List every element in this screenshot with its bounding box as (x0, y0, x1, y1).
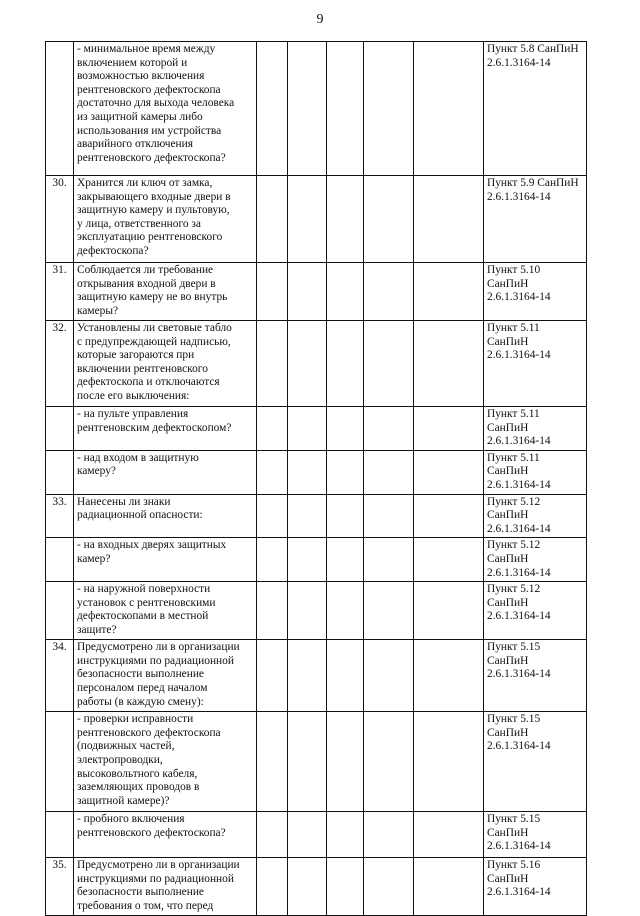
answer-cell[interactable] (257, 812, 288, 858)
item-number (46, 450, 74, 494)
answer-cell[interactable] (257, 263, 288, 321)
question-text: Предусмотрено ли в организации инструкциями по радиационной безопасности выполнение требования о том, что перед (74, 858, 257, 916)
requirement-reference: Пункт 5.15 СанПиН 2.6.1.3164-14 (484, 712, 587, 812)
answer-cell[interactable] (257, 176, 288, 263)
question-text: Предусмотрено ли в организации инструкциями по радиационной безопасности выполнение персоналом перед началом работы (в каждую смену): (74, 640, 257, 712)
answer-cell[interactable] (414, 494, 484, 538)
page-number: 9 (316, 12, 324, 27)
answer-cell[interactable] (414, 858, 484, 916)
answer-cell[interactable] (364, 321, 414, 407)
answer-cell[interactable] (257, 582, 288, 640)
answer-cell[interactable] (327, 812, 364, 858)
requirement-reference: Пункт 5.11 СанПиН 2.6.1.3164-14 (484, 450, 587, 494)
answer-cell[interactable] (327, 640, 364, 712)
answer-cell[interactable] (364, 176, 414, 263)
answer-cell[interactable] (257, 858, 288, 916)
table-row (46, 494, 587, 538)
answer-cell[interactable] (414, 538, 484, 582)
answer-cell[interactable] (257, 42, 288, 176)
table-row (46, 450, 587, 494)
answer-cell[interactable] (327, 176, 364, 263)
answer-cell[interactable] (327, 407, 364, 451)
answer-cell[interactable] (414, 176, 484, 263)
answer-cell[interactable] (257, 712, 288, 812)
answer-cell[interactable] (257, 538, 288, 582)
answer-cell[interactable] (327, 42, 364, 176)
question-text: - над входом в защитную камеру? (74, 450, 257, 494)
answer-cell[interactable] (414, 640, 484, 712)
question-text: - пробного включения рентгеновского дефектоскопа? (74, 812, 257, 858)
answer-cell[interactable] (288, 407, 327, 451)
answer-cell[interactable] (414, 812, 484, 858)
answer-cell[interactable] (364, 42, 414, 176)
requirement-reference: Пункт 5.8 СанПиН 2.6.1.3164-14 (484, 42, 587, 176)
answer-cell[interactable] (364, 407, 414, 451)
answer-cell[interactable] (288, 263, 327, 321)
answer-cell[interactable] (414, 321, 484, 407)
table-row (46, 712, 587, 812)
table-row (46, 858, 587, 916)
answer-cell[interactable] (327, 494, 364, 538)
answer-cell[interactable] (364, 712, 414, 812)
table-row (46, 538, 587, 582)
answer-cell[interactable] (288, 538, 327, 582)
answer-cell[interactable] (288, 812, 327, 858)
item-number (46, 712, 74, 812)
question-text: Соблюдается ли требование открывания входной двери в защитную камеру не во внутрь камеры? (74, 263, 257, 321)
answer-cell[interactable] (288, 450, 327, 494)
answer-cell[interactable] (288, 494, 327, 538)
table-row (46, 640, 587, 712)
requirement-reference: Пункт 5.11 СанПиН 2.6.1.3164-14 (484, 407, 587, 451)
answer-cell[interactable] (257, 407, 288, 451)
answer-cell[interactable] (327, 321, 364, 407)
answer-cell[interactable] (327, 450, 364, 494)
table-row (46, 176, 587, 263)
answer-cell[interactable] (257, 640, 288, 712)
answer-cell[interactable] (364, 582, 414, 640)
table-row (46, 582, 587, 640)
item-number (46, 812, 74, 858)
question-text: - на наружной поверхности установок с рентгеновскими дефектоскопами в местной защите? (74, 582, 257, 640)
checklist-table (45, 41, 587, 916)
answer-cell[interactable] (327, 263, 364, 321)
table-row (46, 263, 587, 321)
item-number (46, 42, 74, 176)
table-row (46, 321, 587, 407)
answer-cell[interactable] (364, 640, 414, 712)
question-text: Установлены ли световые табло с предупреждающей надписью, которые загораются при включении рентгеновского дефектоскопа и отключаются после его выключения: (74, 321, 257, 407)
question-text: - проверки исправности рентгеновского дефектоскопа (подвижных частей, электропроводки, высоковольтного кабеля, заземляющих проводов в защитной камере)? (74, 712, 257, 812)
answer-cell[interactable] (288, 176, 327, 263)
answer-cell[interactable] (414, 407, 484, 451)
requirement-reference: Пункт 5.12 СанПиН 2.6.1.3164-14 (484, 494, 587, 538)
answer-cell[interactable] (414, 42, 484, 176)
item-number: 31. (46, 263, 74, 321)
answer-cell[interactable] (288, 640, 327, 712)
requirement-reference: Пункт 5.11 СанПиН 2.6.1.3164-14 (484, 321, 587, 407)
requirement-reference: Пункт 5.9 СанПиН 2.6.1.3164-14 (484, 176, 587, 263)
answer-cell[interactable] (288, 42, 327, 176)
answer-cell[interactable] (257, 494, 288, 538)
answer-cell[interactable] (364, 494, 414, 538)
answer-cell[interactable] (257, 321, 288, 407)
requirement-reference: Пункт 5.15 СанПиН 2.6.1.3164-14 (484, 812, 587, 858)
requirement-reference: Пункт 5.15 СанПиН 2.6.1.3164-14 (484, 640, 587, 712)
answer-cell[interactable] (414, 450, 484, 494)
answer-cell[interactable] (364, 263, 414, 321)
requirement-reference: Пункт 5.10 СанПиН 2.6.1.3164-14 (484, 263, 587, 321)
answer-cell[interactable] (364, 812, 414, 858)
item-number (46, 407, 74, 451)
table-row (46, 42, 587, 176)
question-text: - на пульте управления рентгеновским дефектоскопом? (74, 407, 257, 451)
item-number: 33. (46, 494, 74, 538)
answer-cell[interactable] (288, 712, 327, 812)
answer-cell[interactable] (327, 538, 364, 582)
answer-cell[interactable] (288, 858, 327, 916)
requirement-reference: Пункт 5.12 СанПиН 2.6.1.3164-14 (484, 582, 587, 640)
answer-cell[interactable] (414, 582, 484, 640)
requirement-reference: Пункт 5.12 СанПиН 2.6.1.3164-14 (484, 538, 587, 582)
item-number: 34. (46, 640, 74, 712)
item-number (46, 538, 74, 582)
requirement-reference: Пункт 5.16 СанПиН 2.6.1.3164-14 (484, 858, 587, 916)
item-number: 32. (46, 321, 74, 407)
item-number: 30. (46, 176, 74, 263)
question-text: Хранится ли ключ от замка, закрывающего входные двери в защитную камеру и пультовую, у лица, ответственного за эксплуатацию рентгеновского дефектоскопа? (74, 176, 257, 263)
answer-cell[interactable] (288, 582, 327, 640)
item-number: 35. (46, 858, 74, 916)
answer-cell[interactable] (327, 582, 364, 640)
answer-cell[interactable] (327, 712, 364, 812)
answer-cell[interactable] (364, 450, 414, 494)
item-number (46, 582, 74, 640)
answer-cell[interactable] (414, 263, 484, 321)
question-text: Нанесены ли знаки радиационной опасности: (74, 494, 257, 538)
answer-cell[interactable] (364, 858, 414, 916)
answer-cell[interactable] (414, 712, 484, 812)
answer-cell[interactable] (364, 538, 414, 582)
table-row (46, 812, 587, 858)
answer-cell[interactable] (257, 450, 288, 494)
question-text: - минимальное время между включением которой и возможностью включения рентгеновского дефектоскопа достаточно для выхода человека из защитной камеры либо использования им устройства аварийного отключения рентгеновского дефектоскопа? (74, 42, 257, 176)
table-row (46, 407, 587, 451)
answer-cell[interactable] (327, 858, 364, 916)
question-text: - на входных дверях защитных камер? (74, 538, 257, 582)
answer-cell[interactable] (288, 321, 327, 407)
